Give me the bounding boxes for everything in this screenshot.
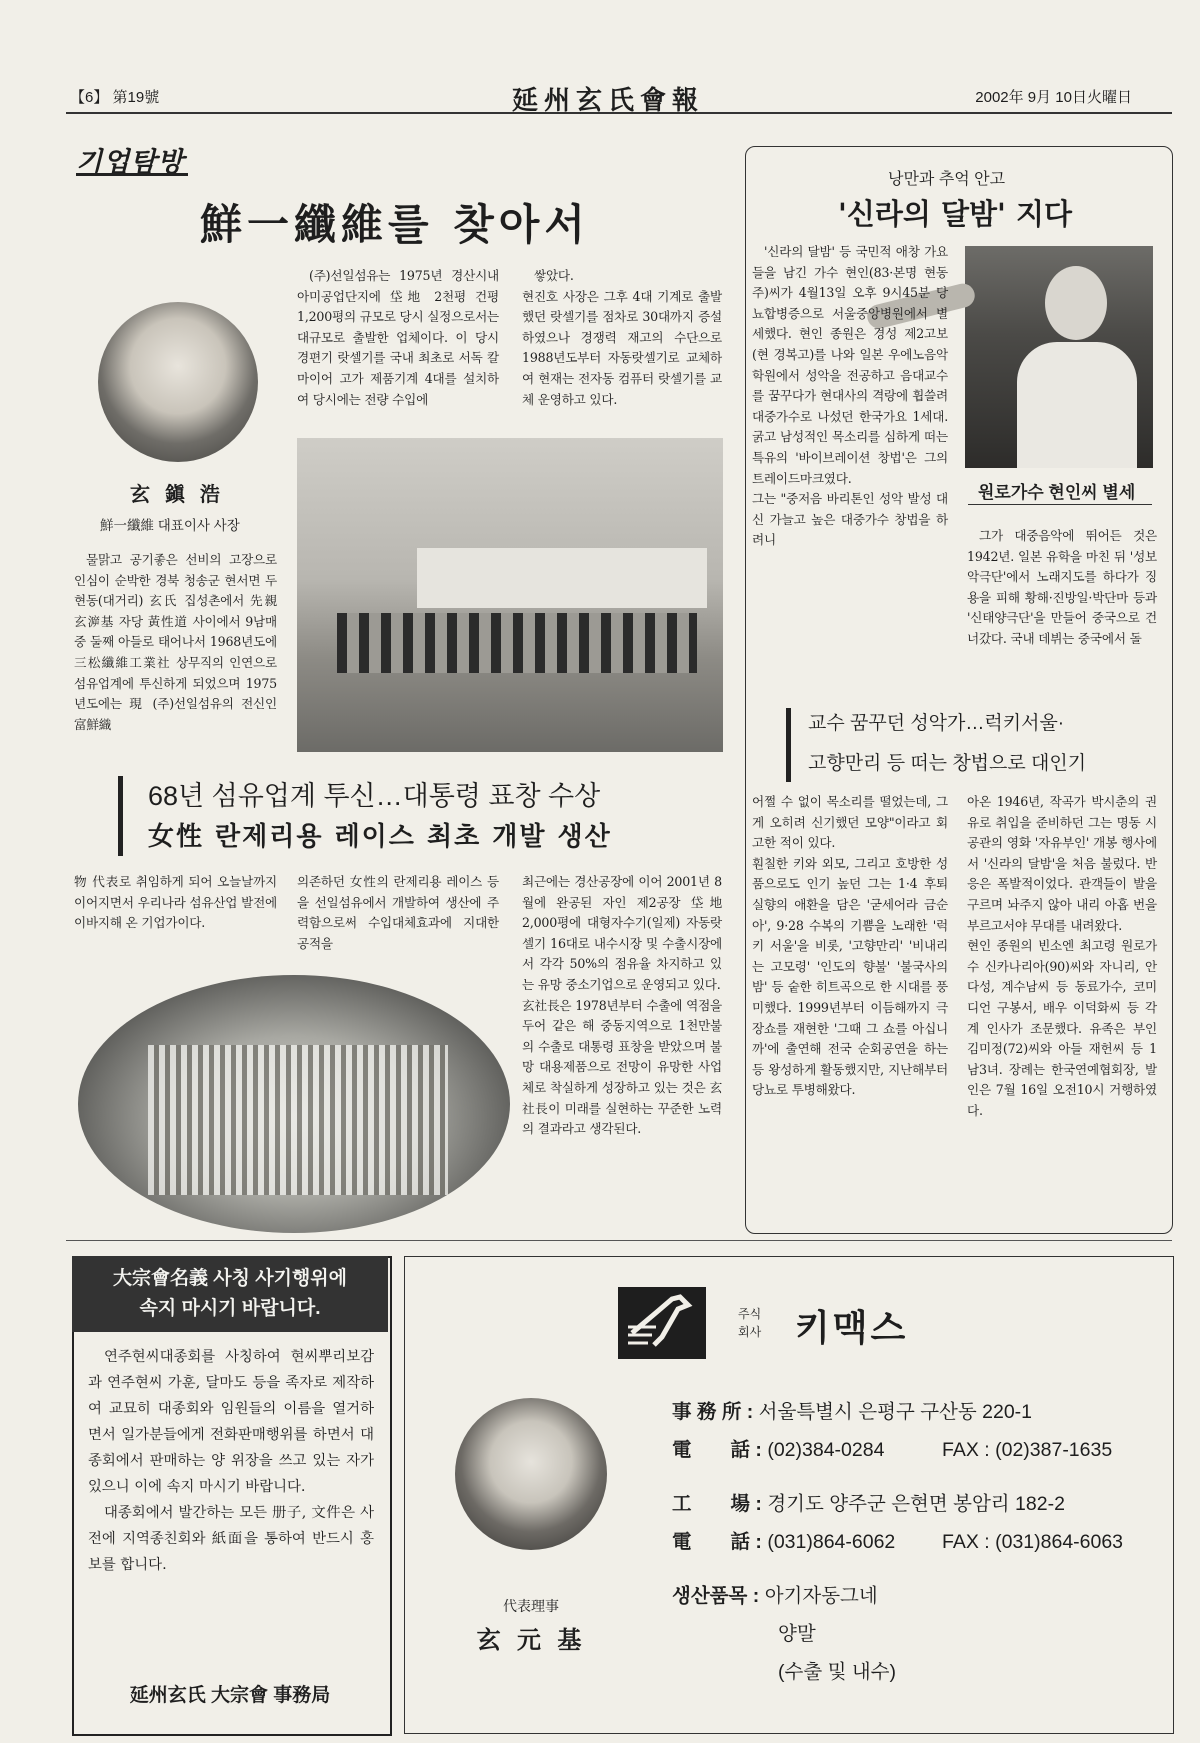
company-logo-icon: [618, 1287, 706, 1359]
paragraph: 의존하던 女性의 란제리용 레이스 등을 선일섬유에서 개발하여 생산에 주력함으로써 수입대체효과에 지대한 공적을: [297, 874, 499, 951]
paragraph: '신라의 달밤' 등 국민적 애창 가요들을 남긴 가수 현인(83·본명 현동주)씨가 4월13일 오후 9시45분 당뇨합병증으로 서울중앙병원에서 별세했다. 현인 종원은 경성 제2고보(현 경복고)를 나와 일본 우에노음악학원에서 성악을 전공하고 음대교수를 꿈꾸다가 현대사의 격랑에 휩쓸려 대중가수로 나섰던 한국가요 1세대. 굵고 남성적인 목소리를 심하게 떠는 특유의 '바이브레이션 창법'은 그의 트레이드마크였다. 그는 "중저음 바리톤인 성악 발성 대신 가늘고 높은 대중가수 창법을 하려니: [752, 244, 948, 548]
paragraph: 그가 대중음악에 뛰어든 것은 1942년. 일본 유학을 마친 뒤 '성보악극단'에서 노래지도를 하다가 징용을 피해 황해·진방일·박단마 등과 '신태양극단'을 만들어 중국으로 건너갔다. 국내 데뷔는 중국에서 돌: [967, 528, 1157, 646]
subhead-bar: [118, 776, 123, 856]
kicker-underline: [76, 173, 188, 176]
representative-name: 玄 元 基: [476, 1625, 586, 1654]
obituary-subhead-bar: [786, 708, 791, 782]
phone-label: 電 話 :: [672, 1439, 762, 1461]
notice-paragraph-2: 대종회에서 발간하는 모든 册子, 文件은 사전에 지역종친회와 紙面을 통하여 반드시 홍보를 합니다.: [88, 1505, 374, 1573]
phone-label: 電 話 :: [672, 1531, 762, 1553]
factory-address: 경기도 양주군 은현면 봉암리 182-2: [767, 1493, 1065, 1515]
factory-label: 工 場 :: [672, 1493, 762, 1515]
feature-subhead-1: 68년 섬유업계 투신…대통령 표창 수상: [148, 781, 601, 811]
issue-date: 2002年 9月 10日火曜日: [975, 89, 1132, 106]
obituary-subhead-1: 교수 꿈꾸던 성악가…럭키서울·: [808, 713, 1065, 734]
notice-header: [72, 1256, 388, 1332]
spacer: [672, 1561, 1152, 1577]
ribbon-cutting-photo: [297, 438, 723, 752]
machine-rows: [148, 1045, 448, 1195]
representative-title: 代表理事: [503, 1599, 559, 1615]
company-name: 키맥스: [795, 1307, 909, 1348]
obituary-title: '신라의 달밤' 지다: [838, 197, 1073, 231]
factory-phone: (031)864-6062: [767, 1531, 896, 1553]
paragraph: 어쩔 수 없이 목소리를 떨었는데, 그게 오히려 신기했던 모양"이라고 회고한 적이 있다. 훤칠한 키와 외모, 그리고 호방한 성품으로도 인기 높던 그는 1·4 후퇴 실향의 애환을 담은 '굳세어라 금순아', 9·28 수복의 기쁨을 노래한 '럭키 서울'을 비롯, '고향만리' '비내리는 고모령' '인도의 향불' '불국사의 밤' 등 숱한 히트곡으로 한 시대를 풍미했다. 1999년부터 이듬해까지 극장쇼를 재현한 '그때 그 쇼를 아십니까'에 출연해 전국 순회공연을 하는 등 왕성하게 활동했지만, 지난해부터 당뇨로 투병해왔다.: [752, 794, 948, 1098]
singer-photo: [965, 246, 1153, 468]
spacer: [672, 1469, 1152, 1485]
photo-caption: 원로가수 현인씨 별세: [978, 483, 1136, 502]
building-facade: [417, 548, 707, 608]
paragraph: 物 代表로 취임하게 되어 오늘날까지 이어지면서 우리나라 섬유산업 발전에 이바지해 온 기업가이다.: [74, 874, 277, 931]
company-type-1: 주식: [738, 1307, 762, 1321]
company-type-2: 회사: [738, 1325, 762, 1339]
office-address: 서울특별시 은평구 구산동 220-1: [758, 1401, 1033, 1423]
singer-face: [1045, 266, 1107, 340]
obituary-column-a1: [752, 242, 948, 551]
product-2: 양말: [778, 1623, 816, 1645]
product-row: [672, 1577, 1152, 1615]
notice-signoff: 延州玄氏 大宗會 事務局: [129, 1685, 331, 1706]
paragraph: 쌓았다. 현진호 사장은 그후 4대 기계로 출발했던 랏셀기를 점차로 30대까지 증설하였으나 경쟁력 재고의 수단으로 1988년도부터 자동랏셀기로 교체하여 현재는 전자동 컴퓨터 랏셀기를 교체 운영하고 있다.: [522, 268, 722, 407]
feature-lower-column-2: [297, 872, 499, 954]
feature-subhead-2: 女性 란제리용 레이스 최초 개발 생산: [148, 822, 612, 852]
portrait-photo: [98, 302, 258, 462]
factory-row: [672, 1485, 1152, 1523]
obituary-subhead-2: 고향만리 등 떠는 창법으로 대인기: [808, 753, 1087, 774]
obituary-column-b1: [967, 526, 1157, 650]
feature-column-0: [74, 550, 277, 735]
representative-photo: [455, 1398, 607, 1550]
section-rule: [66, 1240, 1172, 1241]
obituary-column-a2: [752, 792, 948, 1101]
horse-logo-icon: [618, 1287, 706, 1359]
paragraph: 물맑고 공기좋은 선비의 고장으로 인심이 순박한 경북 청송군 현서면 두현동(대거리) 玄氏 집성촌에서 先親 玄㴑基 자당 黃性道 사이에서 9남매중 둘째 아들로 태어나서 1968년도에 三松纖維工業社 상무직의 인연으로 섬유업계에 투신하게 되었으며 1975년도에는 現 (주)선일섬유의 전신인 富鮮織: [74, 552, 277, 732]
advert-contact-block: [672, 1393, 1152, 1691]
feature-column-2: [522, 266, 722, 410]
person-name: 玄 鎭 浩: [130, 482, 224, 506]
office-fax: FAX : (02)387-1635: [942, 1439, 1113, 1461]
office-phone: (02)384-0284: [767, 1439, 885, 1461]
factory-fax: FAX : (031)864-6063: [942, 1531, 1124, 1553]
paragraph: (주)선일섬유는 1975년 경산시내 아미공업단지에 垈地 2천평 건평 1,200평의 규모로 당시 실정으로서는 대규모로 출발한 업체이다. 이 당시 경편기 랏셀기를 국내 최초로 서독 칼마이어 고가 제품기계 4대를 설치하여 당시에는 전량 수입에: [297, 268, 500, 407]
obituary-column-b2: [967, 792, 1157, 1122]
feature-title: 鮮一纖維를 찾아서: [200, 200, 590, 249]
company-type-label: [738, 1305, 761, 1341]
factory-machine-photo: [78, 975, 510, 1233]
feature-lower-column-3: [522, 872, 722, 1140]
product-3: (수출 및 내수): [778, 1661, 897, 1683]
product-1: 아기자동그네: [764, 1585, 878, 1607]
paragraph: 아온 1946년, 작곡가 박시춘의 권유로 취입을 준비하던 그는 명동 시공관의 영화 '자유부인' 개봉 행사에서 '신라의 달밤'을 처음 불렀다. 반응은 폭발적이었다. 관객들이 발을 구르며 놔주지 않아 내리 아홉 번을 부르고서야 무대를 내려왔다. 현인 종원의 빈소엔 최고령 원로가수 신카나리아(90)씨와 자니리, 안다성, 계수남씨 등 동료가수, 코미디언 구봉서, 배우 이덕화씨 등 각계 인사가 조문했다. 유족은 부인 김미정(72)씨와 아들 재헌씨 등 1남3녀. 장례는 한국연예협회장, 발인은 7월 16일 오전10시 거행하였다.: [967, 794, 1157, 1118]
section-kicker: 기업탐방: [76, 147, 185, 177]
page-number: 【6】 第19號: [70, 89, 160, 106]
notice-paragraph: 연주현씨대종회를 사칭하여 현씨뿌리보감과 연주현씨 가훈, 달마도 등을 족자로 제작하여 교묘히 대종회와 임원들의 이름을 열거하면서 일가분들에게 전화판매행위를 하면서 대종회에서 판매하는 양 위장을 쓰고 있는 자가 있으니 이에 속지 마시기 바랍니다.: [88, 1349, 374, 1495]
office-label: 事 務 所 :: [672, 1401, 754, 1423]
notice-title-line-1: 大宗會名義 사칭 사기행위에: [112, 1268, 348, 1289]
obituary-subtitle: 낭만과 추억 안고: [888, 171, 1006, 188]
product-label: 생산품목 :: [672, 1585, 760, 1607]
factory-phone-row: [672, 1523, 1152, 1561]
header-rule: [66, 112, 1172, 114]
feature-column-1: [297, 266, 499, 410]
notice-body: [88, 1344, 374, 1578]
ceremony-crowd: [337, 613, 697, 673]
office-row: [672, 1393, 1152, 1431]
office-phone-row: [672, 1431, 1152, 1469]
caption-rule: [968, 504, 1152, 505]
notice-title-line-2: 속지 마시기 바랍니다.: [139, 1298, 321, 1319]
feature-lower-column-1: [74, 872, 277, 934]
paragraph: 최근에는 경산공장에 이어 2001년 8월에 완공된 자인 제2공장 垈地 2,000평에 대형자수기(일제) 자동랏셀기 16대로 내수시장 및 수출시장에서 각각 50%의 점유율 차지하고 있는 유망 중소기업으로 운영되고 있다. 玄社長은 1978년부터 수출에 역점을 두어 같은 해 중동지역으로 1천만불의 수출로 대통령 표창을 받았으며 불망 대용제품으로 전망이 유망한 사업체로 착실하게 성장하고 있는 것은 玄社長이 미래를 실현하는 꾸준한 노력의 결과라고 생각된다.: [522, 874, 722, 1137]
masthead: 延州玄氏會報: [512, 86, 705, 116]
person-title: 鮮一纖維 대표이사 사장: [100, 518, 240, 533]
singer-body: [1017, 342, 1137, 468]
